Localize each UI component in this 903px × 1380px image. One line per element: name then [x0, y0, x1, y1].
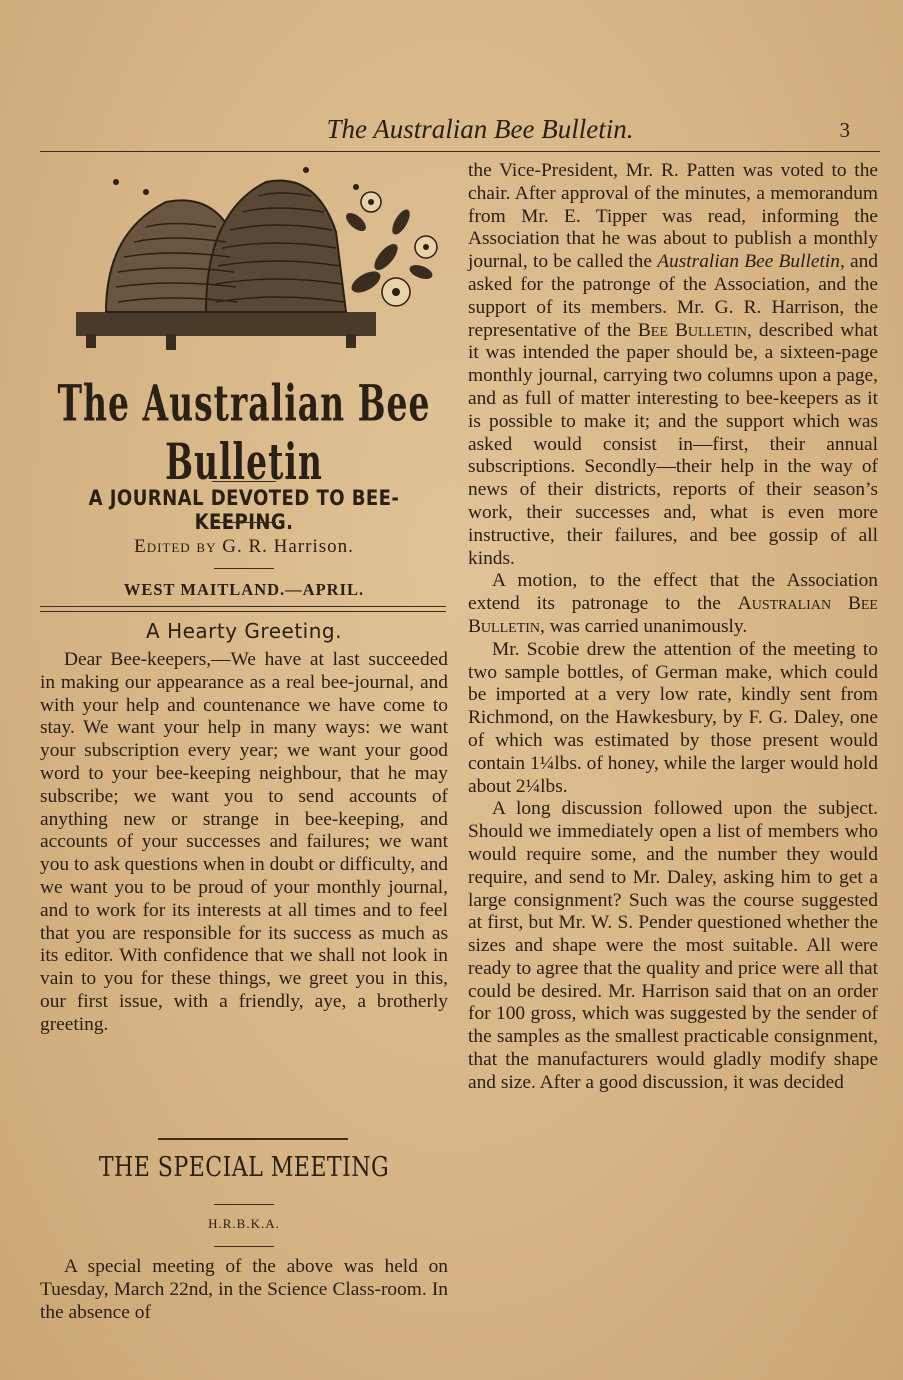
right-paragraph-1 — [468, 160, 878, 570]
running-head — [40, 114, 880, 150]
beehive-illustration — [66, 162, 450, 362]
special-meeting-body: A special meeting of the above was held on Tuesday, March 22nd, in the Science Class-room. In the absence of — [40, 1256, 448, 1323]
dateline: WEST MAITLAND.—APRIL. — [123, 580, 365, 599]
p1-text-c: , described what it was intended the paper should be, a sixteen-page monthly journal, carrying two columns upon a page, and as full of matter interesting to bee-keepers as it is possible to make it; and the support which was asked would consist in—first, their annual subscriptions. Secondly—their help in the way of news of their districts, reports of their season’s work, their successes and, what is even more instructive, their failures, and bee gossip of all kinds. — [468, 319, 878, 569]
p1-text-a: the Vice-President, Mr. R. Patten was voted to the chair. After approval of the minutes, a memorandum from Mr. E. Tipper was read, informing the Association that he was about to publish a monthly journal, to be called the — [468, 160, 878, 273]
p2-text-b: , was carried unanimously. — [540, 615, 748, 637]
masthead-tagline: A JOURNAL DEVOTED TO BEE-KEEPING. — [88, 486, 400, 534]
right-paragraph-4: A long discussion followed upon the subject. Should we immediately open a list of members who would require some, and the number they would require, and send to Mr. Daley, asking him to get a large consignment? Such was the course suggested at first, but Mr. W. S. Pender questioned whether the sizes and shape were the most suitable. All were ready to agree that the quality and price were all that could be desired. Mr. Harrison said that on an order for 100 gross, which was suggested by the sender of the samples as the smallest practicable consignment, that the manufacturers would gladly modify shape and size. After a good discussion, it was decided — [468, 798, 878, 1093]
special-meeting-heading: THE SPECIAL MEETING — [98, 1152, 390, 1183]
p2-text-a: A motion, to the effect that the Association extend its patronage to the — [468, 570, 878, 615]
p1-bulletin-name: Bee Bulletin — [637, 319, 747, 341]
right-paragraph-3: Mr. Scobie drew the attention of the meeting to two sample bottles, of German make, which could be imported at a very low rate, kindly sent from Richmond, on the Hawkesbury, by F. G. Daley, one of which was estimated by those present would contain 1¼lbs. of honey, while the larger would hold about 2¼lbs. — [468, 638, 878, 797]
masthead-rule-bottom — [212, 522, 276, 523]
editor-prefix: Edited by — [134, 536, 217, 557]
section-rule — [158, 1138, 348, 1140]
right-paragraph-2 — [468, 570, 878, 638]
greeting-body: Dear Bee-keepers,—We have at last succeeded in making our appearance as a real bee-journal, and with your help and countenance we have come to stay. We want your help in many ways: we want your subscription every year; we want your good word to your bee-keeping neighbour, that he may subscribe; we want you to send accounts of anything new or strange in bee-keeping, and accounts of your successes and failures; we want you to ask questions when in doubt or difficulty, and we want you to be proud of your monthly journal, and to work for its interests at all times and to feel that you are responsible for its success as much as its editor. With confidence that we shall not look in vain to you for these things, we greet you in this, our first issue, with a friendly, aye, a brotherly greeting. — [40, 649, 448, 1035]
editor-line — [40, 536, 448, 558]
editor-rule — [214, 568, 274, 569]
greeting-heading: A Hearty Greeting. — [146, 619, 342, 643]
masthead-double-rule — [40, 606, 446, 612]
special-rule-bottom — [214, 1246, 274, 1247]
page-number: 3 — [839, 118, 850, 142]
masthead-rule-top — [212, 481, 276, 482]
running-title: The Australian Bee Bulletin. — [326, 114, 634, 144]
p1-text-b: , and asked for the patronge of the Association, and the support of its members. Mr. G. R. Harrison, the representative of the — [468, 251, 878, 341]
p2-bulletin-name: Australian Bee Bulletin — [468, 593, 878, 637]
special-rule-top — [214, 1204, 274, 1205]
association-subheading: H.R.B.K.A. — [208, 1216, 280, 1231]
editor-name: G. R. Harrison. — [222, 536, 354, 557]
header-rule — [40, 151, 880, 152]
masthead-title: The Australian Bee Bulletin — [57, 374, 431, 491]
right-column — [468, 160, 878, 1360]
left-column — [40, 160, 448, 1360]
p1-journal-title: Australian Bee Bulletin — [657, 251, 840, 273]
